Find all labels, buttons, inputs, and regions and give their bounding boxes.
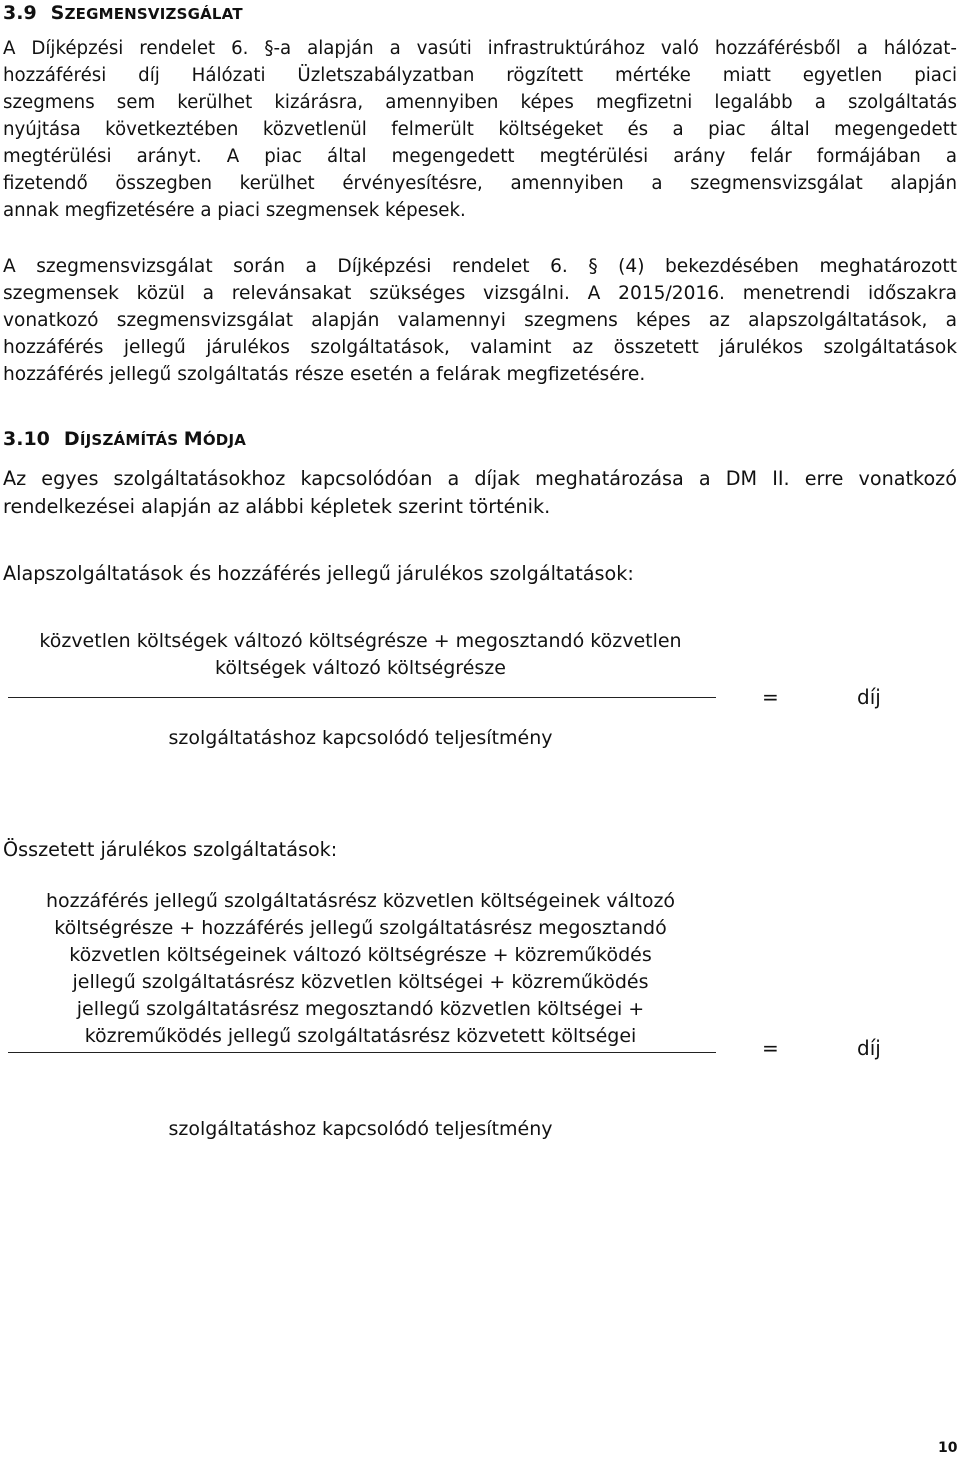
paragraph-line: megtérülési arányt. A piac által megengedett megtérülési arány felár formájában a: [3, 146, 957, 167]
equals-sign: =: [762, 685, 779, 709]
page-number: 10: [938, 1440, 958, 1456]
paragraph-line: nyújtása következtében közvetlenül felmerült költségeket és a piac által megengedett: [3, 119, 957, 140]
section-heading-3-9: [3, 2, 243, 24]
paragraph-line: szegmensek közül a relevánsakat szükséges vizsgálni. A 2015/2016. menetrendi időszakra: [3, 283, 957, 304]
formula-denominator: [8, 725, 713, 752]
formula-line: hozzáférés jellegű szolgáltatásrész közvetlen költségeinek változó: [45, 890, 676, 912]
section-number: 3.9: [3, 2, 37, 24]
paragraph-line: A Díjképzési rendelet 6. §-a alapján a vasúti infrastruktúrához való hozzáférésből a hálózat-: [3, 38, 957, 59]
paragraph-line: hozzáférés jellegű járulékos szolgáltatások, valamint az összetett járulékos szolgáltatások: [3, 337, 957, 358]
fraction-line: [8, 1052, 716, 1053]
section-number: 3.10: [3, 428, 50, 450]
paragraph-line: rendelkezései alapján az alábbi képletek szerint történik.: [3, 495, 551, 518]
section-heading-3-10: [3, 428, 246, 450]
formula-result: díj: [857, 1036, 881, 1060]
formula-line: költségek változó költségrésze: [215, 657, 506, 679]
paragraph-line: szegmens sem kerülhet kizárásra, amennyiben képes megfizetni legalább a szolgáltatás: [3, 92, 957, 113]
formula-line: jellegű szolgáltatásrész közvetlen költségei + közreműködés: [72, 971, 649, 993]
equals-sign: =: [762, 1036, 779, 1060]
formula-line: közreműködés jellegű szolgáltatásrész közvetett költségei: [84, 1025, 637, 1047]
formula-line: költségrésze + hozzáférés jellegű szolgáltatásrész megosztandó: [54, 917, 667, 939]
paragraph-line: vonatkozó szegmensvizsgálat alapján valamennyi szegmens képes az alapszolgáltatások, a: [3, 310, 957, 331]
paragraph-line: hozzáférési díj Hálózati Üzletszabályzatban rögzített mértéke miatt egyetlen piaci: [3, 65, 957, 86]
paragraph-segment-analysis: [3, 253, 957, 388]
paragraph-fee-method: [3, 465, 957, 521]
formula-heading-basic-services: Alapszolgáltatások és hozzáférés jellegű járulékos szolgáltatások:: [3, 562, 634, 585]
paragraph-line: annak megfizetésére a piaci szegmensek képesek.: [3, 200, 466, 221]
paragraph-line: Az egyes szolgáltatásokhoz kapcsolódóan a díjak meghatározása a DM II. erre vonatkozó: [3, 467, 957, 490]
formula-numerator: [8, 888, 713, 1050]
formula-line: közvetlen költségek változó költségrésze + megosztandó közvetlen: [39, 630, 682, 652]
paragraph-line: hozzáférés jellegű szolgáltatás része esetén a felárak megfizetésére.: [3, 364, 646, 385]
paragraph-line: fizetendő összegben kerülhet érvényesítésre, amennyiben a szegmensvizsgálat alapján: [3, 173, 957, 194]
paragraph-line: A szegmensvizsgálat során a Díjképzési rendelet 6. § (4) bekezdésében meghatározott: [3, 256, 957, 277]
fraction-line: [8, 697, 716, 698]
formula-numerator: [8, 628, 713, 682]
section-title: DÍJSZÁMÍTÁS MÓDJA: [63, 428, 247, 450]
formula-line: szolgáltatáshoz kapcsolódó teljesítmény: [168, 1118, 553, 1140]
paragraph-segment-rule: [3, 35, 957, 224]
section-title: SZEGMENSVIZSGÁLAT: [50, 2, 243, 24]
formula-denominator: [8, 1116, 713, 1143]
formula-result: díj: [857, 685, 881, 709]
formula-line: jellegű szolgáltatásrész megosztandó közvetlen költségei +: [76, 998, 645, 1020]
formula-line: szolgáltatáshoz kapcsolódó teljesítmény: [168, 727, 553, 749]
formula-line: közvetlen költségeinek változó költségrésze + közreműködés: [69, 944, 652, 966]
formula-heading-composite-services: Összetett járulékos szolgáltatások:: [3, 838, 338, 861]
